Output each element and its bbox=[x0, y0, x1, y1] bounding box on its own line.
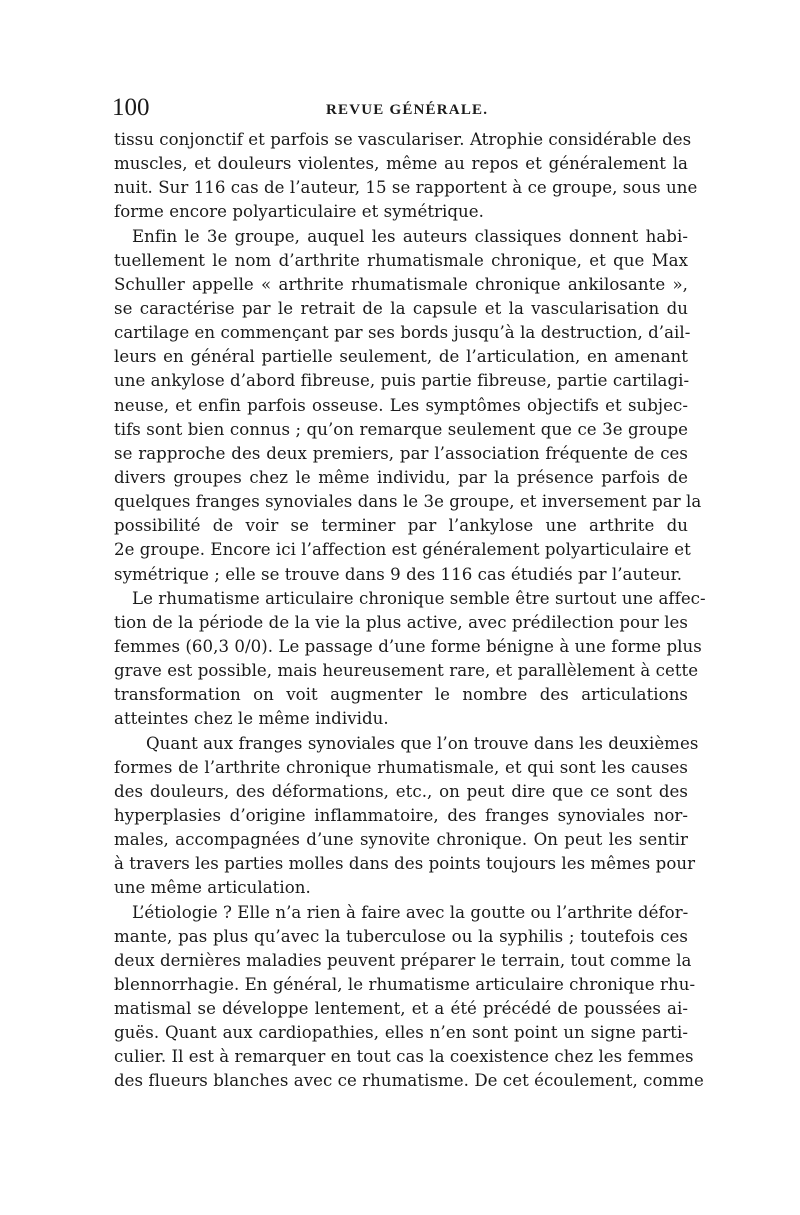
text-line: formes de l’arthrite chronique rhumatismale, et qui sont les causes bbox=[114, 757, 688, 777]
text-line: matismal se développe lentement, et a été précédé de poussées ai- bbox=[114, 999, 688, 1019]
text-line: à travers les parties molles dans des points toujours les mêmes pour bbox=[114, 854, 696, 874]
text-line: L’étiologie ? Elle n’a rien à faire avec la goutte ou l’arthrite défor- bbox=[132, 902, 689, 922]
text-line: hyperplasies d’origine inflammatoire, des franges synoviales nor- bbox=[114, 805, 688, 825]
text-line: des douleurs, des déformations, etc., on peut dire que ce sont des bbox=[114, 781, 688, 801]
text-line: Le rhumatisme articulaire chronique semble être surtout une affec- bbox=[132, 588, 706, 608]
text-line: se rapproche des deux premiers, par l’association fréquente de ces bbox=[114, 443, 688, 463]
page-number: 100 bbox=[112, 94, 150, 121]
text-line: cartilage en commençant par ses bords jusqu’à la destruction, d’ail- bbox=[114, 323, 691, 343]
text-line: symétrique ; elle se trouve dans 9 des 116 cas étudiés par l’auteur. bbox=[114, 564, 683, 584]
text-line: des flueurs blanches avec ce rhumatisme. De cet écoulement, comme bbox=[114, 1071, 704, 1091]
text-line: se caractérise par le retrait de la capsule et la vascularisation du bbox=[114, 298, 688, 318]
text-line: possibilité de voir se terminer par l’ankylose une arthrite du bbox=[114, 516, 688, 536]
text-line: leurs en général partielle seulement, de l’articulation, en amenant bbox=[114, 347, 688, 367]
running-title: REVUE GÉNÉRALE. bbox=[326, 102, 489, 118]
text-line: forme encore polyarticulaire et symétrique. bbox=[114, 202, 484, 222]
text-line: Schuller appelle « arthrite rhumatismale chronique ankilosante », bbox=[114, 274, 688, 294]
text-line: tissu conjonctif et parfois se vasculariser. Atrophie considérable des bbox=[114, 130, 692, 149]
text-line: atteintes chez le même individu. bbox=[114, 709, 389, 729]
body-text bbox=[114, 128, 706, 1094]
text-line: neuse, et enfin parfois osseuse. Les symptômes objectifs et subjec- bbox=[114, 395, 688, 415]
text-line: transformation on voit augmenter le nombre des articulations bbox=[114, 685, 688, 705]
text-line: tuellement le nom d’arthrite rhumatismale chronique, et que Max bbox=[114, 250, 688, 270]
text-line: femmes (60,3 0/0). Le passage d’une forme bénigne à une forme plus bbox=[114, 636, 702, 656]
text-line: une ankylose d’abord fibreuse, puis partie fibreuse, partie cartilagi- bbox=[114, 371, 690, 391]
text-line: Quant aux franges synoviales que l’on trouve dans les deuxièmes bbox=[146, 733, 699, 753]
text-line: divers groupes chez le même individu, par la présence parfois de bbox=[114, 467, 688, 487]
text-line: mante, pas plus qu’avec la tuberculose ou la syphilis ; toutefois ces bbox=[114, 926, 688, 946]
running-head bbox=[112, 92, 687, 124]
text-line: 2e groupe. Encore ici l’affection est généralement polyarticulaire et bbox=[114, 540, 691, 560]
text-line: tifs sont bien connus ; qu’on remarque seulement que ce 3e groupe bbox=[114, 419, 688, 439]
text-line: grave est possible, mais heureusement rare, et parallèlement à cette bbox=[114, 661, 699, 681]
text-line: males, accompagnées d’une synovite chronique. On peut les sentir bbox=[114, 830, 688, 850]
text-line: une même articulation. bbox=[114, 878, 311, 898]
text-line: Enfin le 3e groupe, auquel les auteurs classiques donnent habi- bbox=[132, 226, 688, 246]
text-line: blennorrhagie. En général, le rhumatisme articulaire chronique rhu- bbox=[114, 974, 696, 994]
text-line: muscles, et douleurs violentes, même au repos et généralement la bbox=[114, 154, 688, 174]
text-line: quelques franges synoviales dans le 3e groupe, et inversement par la bbox=[114, 492, 702, 512]
text-line: nuit. Sur 116 cas de l’auteur, 15 se rapportent à ce groupe, sous une bbox=[114, 178, 698, 198]
text-line: culier. Il est à remarquer en tout cas la coexistence chez les femmes bbox=[114, 1047, 694, 1067]
text-line: deux dernières maladies peuvent préparer le terrain, tout comme la bbox=[114, 950, 692, 970]
text-line: tion de la période de la vie la plus active, avec prédilection pour les bbox=[114, 612, 688, 632]
text-line: guës. Quant aux cardiopathies, elles n’en sont point un signe parti- bbox=[114, 1023, 688, 1043]
